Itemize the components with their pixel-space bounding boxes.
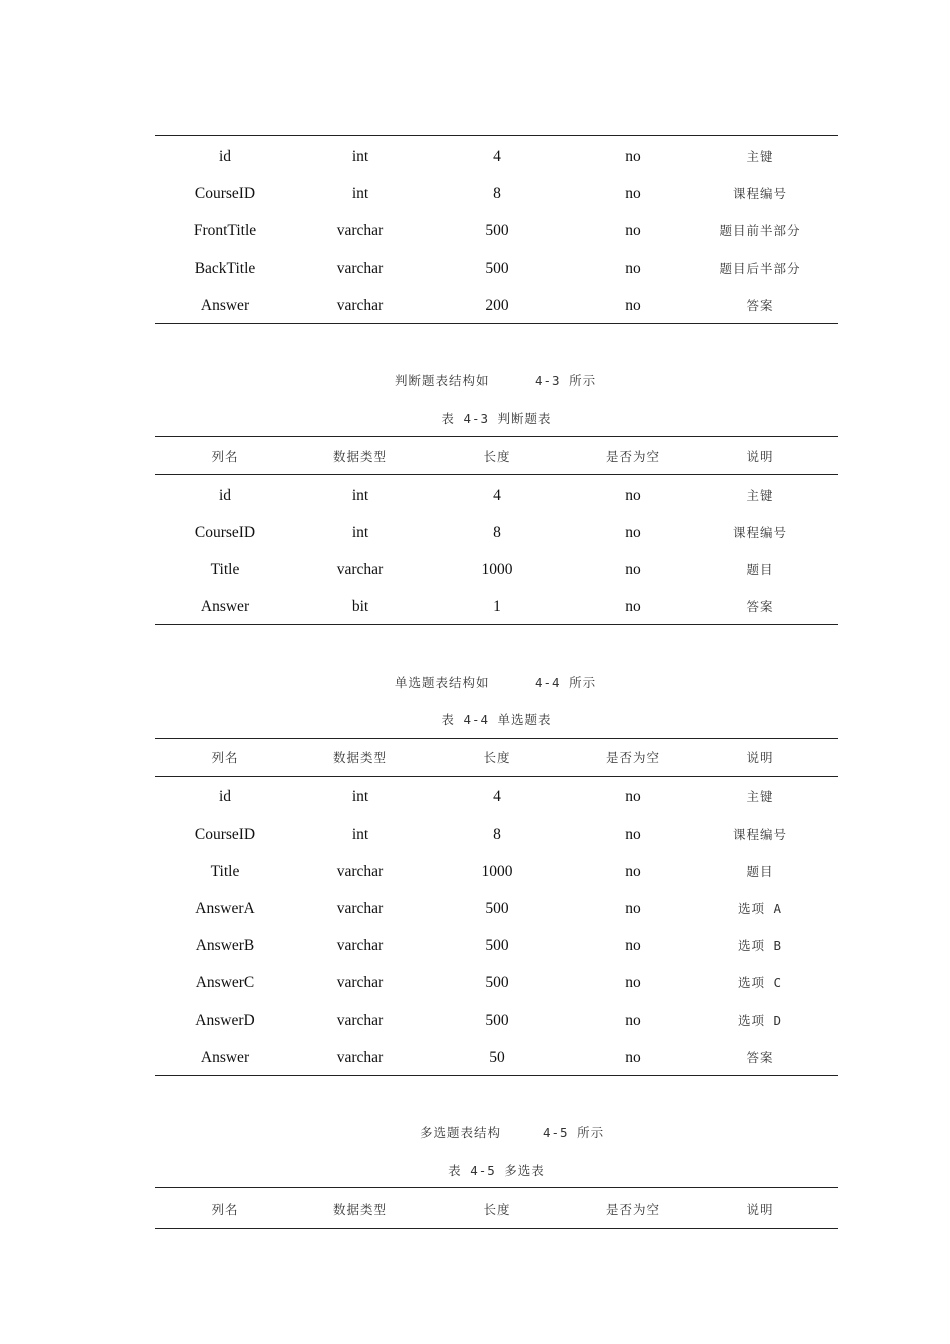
cell-desc: 选项 D: [737, 1013, 783, 1028]
table-row: [155, 181, 838, 207]
table-top-rule: [155, 1187, 838, 1188]
header-nullable: 是否为空: [605, 449, 660, 464]
table-bottom-rule: [155, 1075, 838, 1076]
table-row: [155, 557, 838, 583]
reference-label: 4-3 所示: [535, 373, 597, 388]
table-header-row: [155, 444, 838, 470]
cell-name: AnswerB: [195, 937, 255, 954]
table-row: [155, 1045, 838, 1071]
table-row: [155, 859, 838, 885]
header-type: 数据类型: [332, 449, 387, 464]
cell-desc: 题目后半部分: [719, 261, 801, 276]
cell-length: 500: [485, 900, 509, 917]
table-row: [155, 520, 838, 546]
cell-length: 500: [485, 260, 509, 277]
cell-type: int: [351, 788, 369, 805]
cell-length: 8: [493, 826, 501, 843]
cell-type: varchar: [336, 1049, 384, 1066]
cell-name: Answer: [200, 1049, 250, 1066]
cell-type: varchar: [336, 937, 384, 954]
cell-length: 500: [485, 974, 509, 991]
cell-desc: 答案: [746, 1050, 774, 1065]
cell-nullable: no: [625, 222, 641, 239]
cell-desc: 课程编号: [732, 186, 787, 201]
table-top-rule: [155, 135, 838, 136]
header-nullable: 是否为空: [605, 1202, 660, 1217]
cell-name: CourseID: [194, 524, 256, 541]
header-length: 长度: [483, 449, 511, 464]
cell-nullable: no: [625, 185, 641, 202]
cell-type: int: [351, 524, 369, 541]
cell-type: varchar: [336, 561, 384, 578]
table-header-row: [155, 1197, 838, 1223]
cell-desc: 答案: [746, 599, 774, 614]
table-row: [155, 144, 838, 170]
cell-length: 1000: [481, 561, 513, 578]
table-row: [155, 784, 838, 810]
header-desc: 说明: [746, 750, 774, 765]
cell-name: Answer: [200, 297, 250, 314]
cell-type: int: [351, 185, 369, 202]
table-header-row: [155, 745, 838, 771]
cell-desc: 主键: [746, 789, 774, 804]
cell-desc: 题目前半部分: [719, 223, 801, 238]
cell-desc: 题目: [746, 562, 774, 577]
table-row: [155, 256, 838, 282]
cell-nullable: no: [625, 148, 641, 165]
table-row: [155, 896, 838, 922]
table-row: [155, 970, 838, 996]
cell-type: varchar: [336, 1012, 384, 1029]
cell-name: AnswerC: [195, 974, 255, 991]
cell-name: id: [218, 148, 232, 165]
cell-nullable: no: [625, 900, 641, 917]
header-name: 列名: [211, 449, 239, 464]
cell-nullable: no: [625, 937, 641, 954]
table-header-rule: [155, 1228, 838, 1229]
cell-name: Title: [210, 561, 240, 578]
cell-name: id: [218, 487, 232, 504]
cell-type: varchar: [336, 260, 384, 277]
cell-length: 1000: [481, 863, 513, 880]
table-reference-text: [155, 672, 838, 694]
table-caption: 表 4-3 判断题表: [441, 411, 552, 426]
table-bottom-rule: [155, 624, 838, 625]
table-reference-text: [155, 370, 838, 392]
header-type: 数据类型: [332, 1202, 387, 1217]
cell-nullable: no: [625, 788, 641, 805]
cell-length: 1: [493, 598, 501, 615]
cell-desc: 选项 B: [737, 938, 783, 953]
cell-desc: 选项 A: [737, 901, 783, 916]
cell-type: varchar: [336, 900, 384, 917]
cell-nullable: no: [625, 561, 641, 578]
cell-desc: 课程编号: [732, 525, 787, 540]
cell-length: 4: [493, 487, 501, 504]
cell-length: 500: [485, 222, 509, 239]
cell-length: 200: [485, 297, 509, 314]
cell-type: varchar: [336, 297, 384, 314]
cell-nullable: no: [625, 524, 641, 541]
reference-sentence: 单选题表结构如: [395, 675, 490, 690]
cell-length: 500: [485, 937, 509, 954]
cell-name: id: [218, 788, 232, 805]
reference-sentence: 判断题表结构如: [395, 373, 490, 388]
cell-desc: 选项 C: [737, 975, 783, 990]
table-row: [155, 483, 838, 509]
table-top-rule: [155, 738, 838, 739]
table-reference-text: [155, 1122, 838, 1144]
reference-label: 4-5 所示: [543, 1125, 605, 1140]
cell-nullable: no: [625, 974, 641, 991]
cell-nullable: no: [625, 826, 641, 843]
cell-nullable: no: [625, 297, 641, 314]
cell-nullable: no: [625, 598, 641, 615]
cell-desc: 主键: [746, 149, 774, 164]
cell-name: Title: [210, 863, 240, 880]
cell-type: varchar: [336, 222, 384, 239]
cell-desc: 课程编号: [732, 827, 787, 842]
header-type: 数据类型: [332, 750, 387, 765]
cell-name: AnswerA: [195, 900, 255, 917]
cell-type: bit: [351, 598, 369, 615]
table-row: [155, 1008, 838, 1034]
table-top-rule: [155, 436, 838, 437]
cell-desc: 题目: [746, 864, 774, 879]
cell-name: CourseID: [194, 185, 256, 202]
cell-name: BackTitle: [194, 260, 256, 277]
cell-nullable: no: [625, 487, 641, 504]
cell-name: Answer: [200, 598, 250, 615]
reference-label: 4-4 所示: [535, 675, 597, 690]
table-row: [155, 293, 838, 319]
cell-nullable: no: [625, 863, 641, 880]
cell-type: int: [351, 826, 369, 843]
cell-type: varchar: [336, 863, 384, 880]
header-name: 列名: [211, 1202, 239, 1217]
header-nullable: 是否为空: [605, 750, 660, 765]
cell-length: 500: [485, 1012, 509, 1029]
cell-length: 8: [493, 185, 501, 202]
cell-type: varchar: [336, 974, 384, 991]
cell-name: AnswerD: [195, 1012, 255, 1029]
header-length: 长度: [483, 1202, 511, 1217]
table-row: [155, 218, 838, 244]
cell-nullable: no: [625, 1049, 641, 1066]
table-row: [155, 822, 838, 848]
table-caption: 表 4-5 多选表: [448, 1163, 545, 1178]
cell-length: 4: [493, 788, 501, 805]
table-caption: 表 4-4 单选题表: [441, 712, 552, 727]
header-desc: 说明: [746, 1202, 774, 1217]
header-length: 长度: [483, 750, 511, 765]
cell-name: CourseID: [194, 826, 256, 843]
cell-type: int: [351, 148, 369, 165]
cell-desc: 答案: [746, 298, 774, 313]
table-row: [155, 933, 838, 959]
cell-length: 4: [493, 148, 501, 165]
table-header-rule: [155, 776, 838, 777]
cell-nullable: no: [625, 260, 641, 277]
cell-name: FrontTitle: [193, 222, 257, 239]
table-row: [155, 594, 838, 620]
table-header-rule: [155, 474, 838, 475]
cell-type: int: [351, 487, 369, 504]
cell-length: 50: [489, 1049, 505, 1066]
header-name: 列名: [211, 750, 239, 765]
header-desc: 说明: [746, 449, 774, 464]
cell-nullable: no: [625, 1012, 641, 1029]
cell-length: 8: [493, 524, 501, 541]
cell-desc: 主键: [746, 488, 774, 503]
reference-sentence: 多选题表结构: [420, 1125, 502, 1140]
table-bottom-rule: [155, 323, 838, 324]
